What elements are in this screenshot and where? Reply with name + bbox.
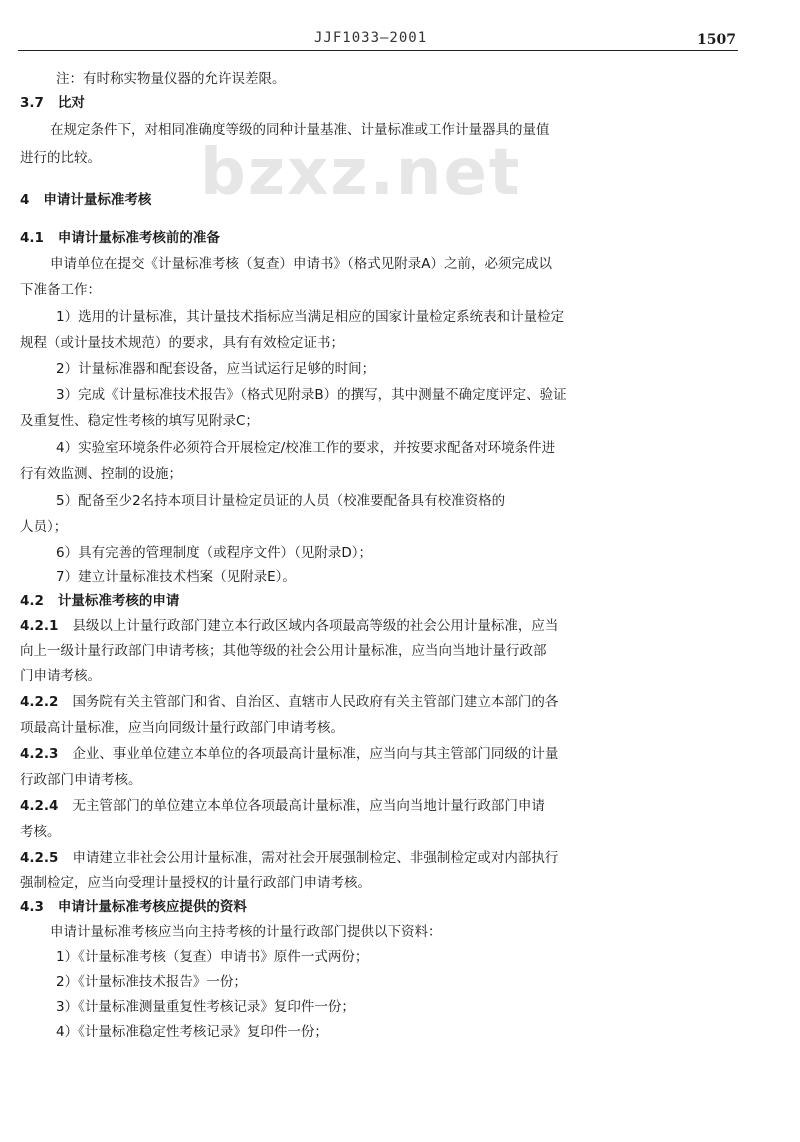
standard-code: JJF1033—2001 xyxy=(314,30,428,46)
clause-text: 无主管部门的单位建立本单位各项最高计量标准，应当向当地计量行政部门申请 xyxy=(72,798,545,814)
clause-number: 4.2.4 xyxy=(20,798,59,814)
paragraph-line: 在规定条件下，对相同准确度等级的同种计量基准、计量标准或工作计量器具的量值 xyxy=(50,122,550,138)
section-number: 3.7 xyxy=(20,95,44,111)
clause-number: 4.2.5 xyxy=(20,850,59,866)
document-body xyxy=(20,70,740,1041)
clause-text: 申请建立非社会公用计量标准，需对社会开展强制检定、非强制检定或对内部执行 xyxy=(72,850,559,866)
list-item-line: 2）计量标准器和配套设备，应当试运行足够的时间； xyxy=(56,361,376,377)
list-item-line: 2）《计量标准技术报告》一份； xyxy=(56,974,247,990)
list-item-line: 5）配备至少2名持本项目计量检定员证的人员（校准要配备具有校准资格的 xyxy=(56,493,506,509)
header-rule xyxy=(18,50,738,51)
paragraph-line: 项最高计量标准，应当向同级计量行政部门申请考核。 xyxy=(20,720,344,736)
clause-4-2-3 xyxy=(20,745,740,763)
paragraph-line: 申请计量标准考核应当向主持考核的计量行政部门提供以下资料： xyxy=(50,924,442,940)
heading-4-3 xyxy=(20,898,740,916)
paragraph-line: 考核。 xyxy=(20,824,61,840)
paragraph-line: 行政部门申请考核。 xyxy=(20,772,142,788)
clause-number: 4.2.1 xyxy=(20,618,59,634)
paragraph-line: 进行的比较。 xyxy=(20,150,101,166)
paragraph-line: 门申请考核。 xyxy=(20,668,101,684)
list-item-line: 3）完成《计量标准技术报告》（格式见附录B）的撰写，其中测量不确定度评定、验证 xyxy=(56,387,567,403)
heading-4-1 xyxy=(20,229,740,247)
section-number: 4.2 xyxy=(20,593,44,609)
paragraph-line: 申请单位在提交《计量标准考核（复查）申请书》（格式见附录A）之前，必须完成以 xyxy=(50,256,552,272)
clause-4-2-2 xyxy=(20,693,740,711)
clause-4-2-5 xyxy=(20,849,740,867)
section-number: 4.3 xyxy=(20,899,44,915)
list-item-line: 4）《计量标准稳定性考核记录》复印件一份； xyxy=(56,1024,328,1040)
clause-text: 国务院有关主管部门和省、自治区、直辖市人民政府有关主管部门建立本部门的各 xyxy=(72,694,559,710)
heading-3-7 xyxy=(20,94,740,112)
paragraph-line: 下准备工作： xyxy=(20,282,101,298)
section-title: 申请计量标准考核应提供的资料 xyxy=(57,899,247,915)
note-line: 注：有时称实物量仪器的允许误差限。 xyxy=(56,71,286,87)
clause-text: 县级以上计量行政部门建立本行政区域内各项最高等级的社会公用计量标准，应当 xyxy=(72,618,559,634)
paragraph-line: 向上一级计量行政部门申请考核；其他等级的社会公用计量标准，应当向当地计量行政部 xyxy=(20,643,547,659)
clause-4-2-4 xyxy=(20,797,740,815)
clause-4-2-1 xyxy=(20,617,740,635)
section-title: 计量标准考核的申请 xyxy=(57,593,180,609)
watermark: bzxz.net xyxy=(200,136,522,210)
page-header xyxy=(18,28,738,56)
paragraph-line: 强制检定，应当向受理计量授权的计量行政部门申请考核。 xyxy=(20,875,371,891)
list-item-line: 及重复性、稳定性考核的填写见附录C； xyxy=(20,413,259,429)
section-title: 比对 xyxy=(57,95,85,111)
section-number: 4.1 xyxy=(20,230,44,246)
list-item-line: 行有效监测、控制的设施； xyxy=(20,466,182,482)
clause-number: 4.2.2 xyxy=(20,694,59,710)
list-item-line: 1）《计量标准考核（复查）申请书》原件一式两份； xyxy=(56,949,369,965)
section-number: 4 xyxy=(20,192,30,208)
heading-4 xyxy=(20,191,740,209)
section-title: 申请计量标准考核前的准备 xyxy=(57,230,220,246)
list-item-line: 规程（或计量技术规范）的要求，具有有效检定证书； xyxy=(20,335,344,351)
page-number: 1507 xyxy=(697,32,736,48)
list-item-line: 1）选用的计量标准，其计量技术指标应当满足相应的国家计量检定系统表和计量检定 xyxy=(56,309,565,325)
list-item-line: 6）具有完善的管理制度（或程序文件）（见附录D）； xyxy=(56,545,372,561)
list-item-line: 7）建立计量标准技术档案（见附录E）。 xyxy=(56,569,296,585)
list-item-line: 人员）； xyxy=(20,519,68,535)
clause-text: 企业、事业单位建立本单位的各项最高计量标准，应当向与其主管部门同级的计量 xyxy=(72,746,559,762)
list-item-line: 3）《计量标准测量重复性考核记录》复印件一份； xyxy=(56,999,355,1015)
section-title: 申请计量标准考核 xyxy=(43,192,152,208)
list-item-line: 4）实验室环境条件必须符合开展检定/校准工作的要求，并按要求配备对环境条件进 xyxy=(56,440,556,456)
clause-number: 4.2.3 xyxy=(20,746,59,762)
heading-4-2 xyxy=(20,592,740,610)
